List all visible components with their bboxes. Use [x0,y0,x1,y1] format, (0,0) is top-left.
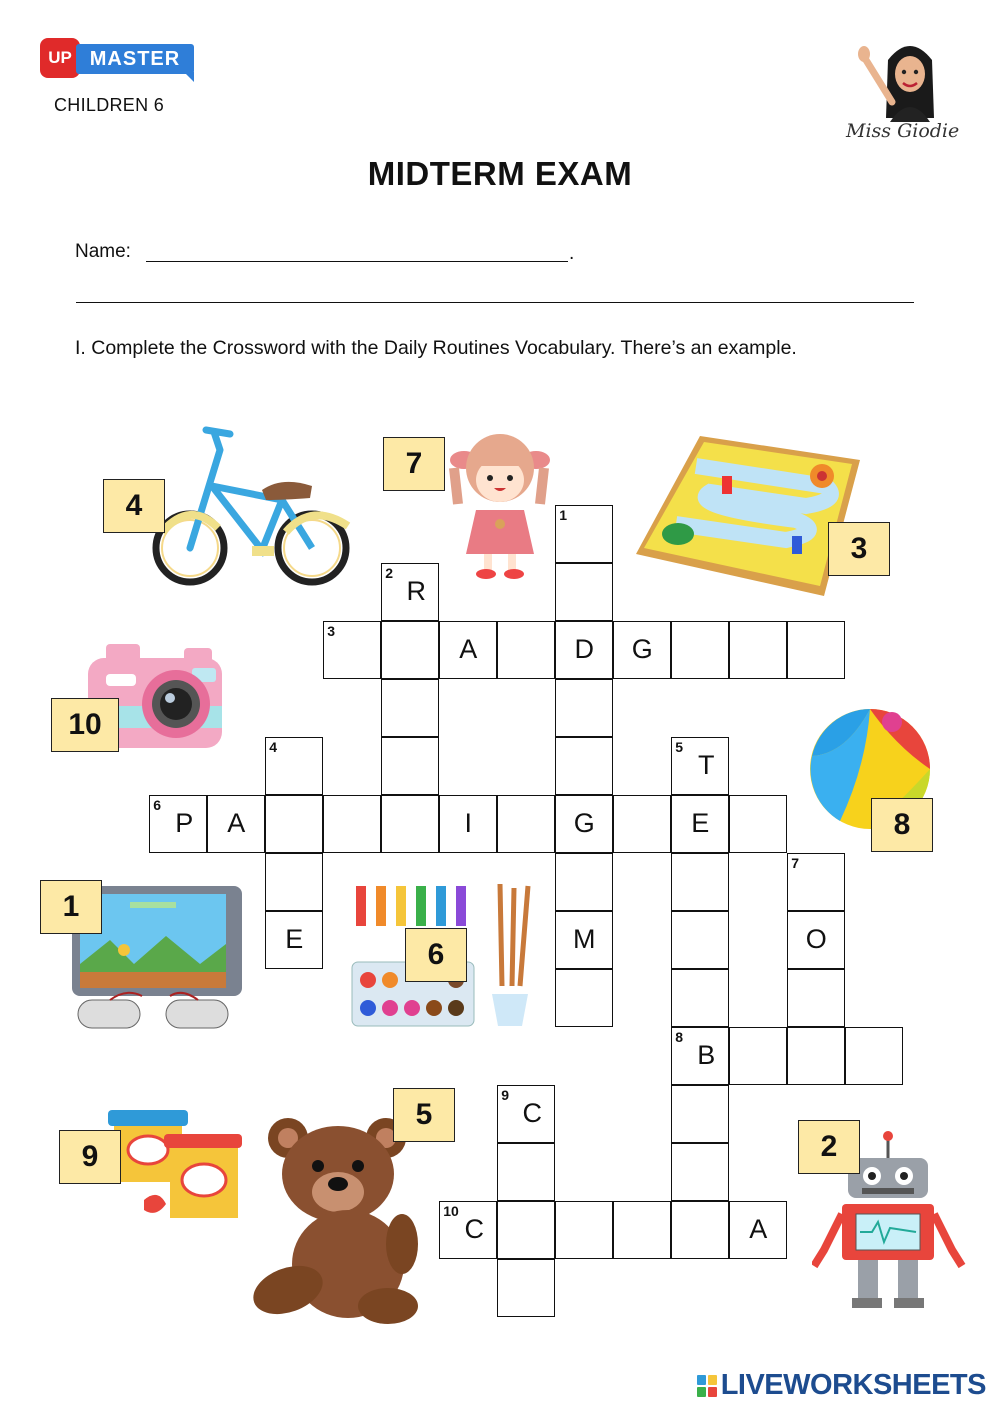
board-game-icon [636,436,860,596]
crossword-cell[interactable] [555,853,613,911]
crossword-cell[interactable] [439,1201,497,1259]
crossword-cell[interactable] [787,911,845,969]
cell-letter: R [406,576,426,607]
crossword-cell[interactable] [497,1085,555,1143]
crossword-cell[interactable] [613,621,671,679]
crossword-cell[interactable] [555,679,613,737]
cell-letter: C [464,1214,484,1245]
clue-number: 2 [385,565,394,582]
crossword-cell[interactable] [439,621,497,679]
crossword-cell[interactable] [671,969,729,1027]
logo-master: MASTER [76,44,194,74]
footer-brand: LIVEWORKSHEETS [720,1369,986,1401]
clue-number: 8 [675,1029,684,1046]
crossword-cell[interactable] [265,795,323,853]
crossword-cell[interactable] [555,969,613,1027]
crossword-cell[interactable] [671,621,729,679]
picture-label-bike: 4 [103,479,165,533]
logo-up: UP [40,38,80,78]
crossword-cell[interactable] [671,853,729,911]
picture-label-doll: 7 [383,437,445,491]
liveworksheets-logo-icon [697,1375,717,1397]
crossword-cell[interactable] [497,1143,555,1201]
crossword-cell[interactable] [729,621,787,679]
level-label: CHILDREN 6 [54,95,165,115]
picture-label-camera: 10 [51,698,119,752]
cell-letter: M [573,924,596,955]
doll-icon [440,428,560,583]
cell-letter: E [691,808,710,839]
crossword-cell[interactable] [265,911,323,969]
crossword-cell[interactable] [497,1259,555,1317]
crossword-cell[interactable] [787,853,845,911]
crossword-cell[interactable] [729,1027,787,1085]
clue-number: 9 [501,1087,510,1104]
name-field[interactable] [146,261,568,262]
cell-letter: G [573,808,595,839]
crossword-cell[interactable] [671,1027,729,1085]
name-period: . [569,243,575,264]
instruction-text: I. Complete the Crossword with the Daily Routines Vocabulary. There’s an example. [75,337,797,359]
crossword-cell[interactable] [381,737,439,795]
cell-letter: I [464,808,472,839]
crossword-cell[interactable] [149,795,207,853]
cell-letter: E [285,924,304,955]
crossword-cell[interactable] [323,795,381,853]
cell-letter: G [631,634,653,665]
clue-number: 1 [559,507,568,524]
crossword-cell[interactable] [497,1201,555,1259]
teddy-bear-icon [248,1114,428,1324]
crossword-cell[interactable] [439,795,497,853]
cell-letter: B [697,1040,716,1071]
page-title: MIDTERM EXAM [367,155,633,192]
crossword-cell[interactable] [671,737,729,795]
cell-letter: A [459,634,478,665]
crossword-cell[interactable] [265,737,323,795]
clue-number: 6 [153,797,162,814]
crossword-cell[interactable] [671,795,729,853]
picture-label-paints: 6 [405,928,467,982]
crossword-cell[interactable] [787,621,845,679]
crossword-cell[interactable] [497,795,555,853]
cell-letter: P [175,808,194,839]
divider [76,302,914,303]
crossword-cell[interactable] [787,969,845,1027]
crossword-cell[interactable] [613,1201,671,1259]
crossword-cell[interactable] [381,679,439,737]
teacher-signature: Miss Giodie [846,120,960,142]
crossword-cell[interactable] [845,1027,903,1085]
liveworksheets-footer [697,1369,986,1402]
clue-number: 5 [675,739,684,756]
crossword-cell[interactable] [671,1085,729,1143]
crossword-cell[interactable] [671,911,729,969]
crossword-cell[interactable] [671,1201,729,1259]
crossword-cell[interactable] [613,795,671,853]
picture-label-teddy-bear: 5 [393,1088,455,1142]
crossword-cell[interactable] [555,621,613,679]
crossword-cell[interactable] [381,795,439,853]
clue-number: 7 [791,855,800,872]
teacher-avatar-icon [852,30,956,122]
crossword-cell[interactable] [555,795,613,853]
crossword-cell[interactable] [555,1201,613,1259]
picture-label-video-game: 1 [40,880,102,934]
cell-letter: A [227,808,246,839]
picture-label-robot: 2 [798,1120,860,1174]
crossword-cell[interactable] [729,1201,787,1259]
bicycle-icon [152,420,357,590]
cell-letter: T [698,750,715,781]
picture-label-board-game: 3 [828,522,890,576]
crossword-cell[interactable] [381,563,439,621]
crossword-cell[interactable] [555,505,613,563]
crossword-cell[interactable] [671,1143,729,1201]
crossword-cell[interactable] [555,911,613,969]
crossword-cell[interactable] [265,853,323,911]
cell-letter: O [805,924,827,955]
crossword-cell[interactable] [381,621,439,679]
cell-letter: C [522,1098,542,1129]
picture-label-play-dough: 9 [59,1130,121,1184]
crossword-cell[interactable] [729,795,787,853]
up-master-logo [40,38,194,86]
clue-number: 3 [327,623,336,640]
picture-label-ball: 8 [871,798,933,852]
cell-letter: D [574,634,594,665]
crossword-cell[interactable] [787,1027,845,1085]
crossword-cell[interactable] [323,621,381,679]
crossword-cell[interactable] [555,563,613,621]
cell-letter: A [749,1214,768,1245]
clue-number: 4 [269,739,278,756]
crossword-cell[interactable] [207,795,265,853]
name-label: Name: [75,241,131,262]
crossword-cell[interactable] [555,737,613,795]
crossword-cell[interactable] [497,621,555,679]
play-dough-icon [100,1100,245,1224]
clue-number: 10 [443,1203,459,1220]
